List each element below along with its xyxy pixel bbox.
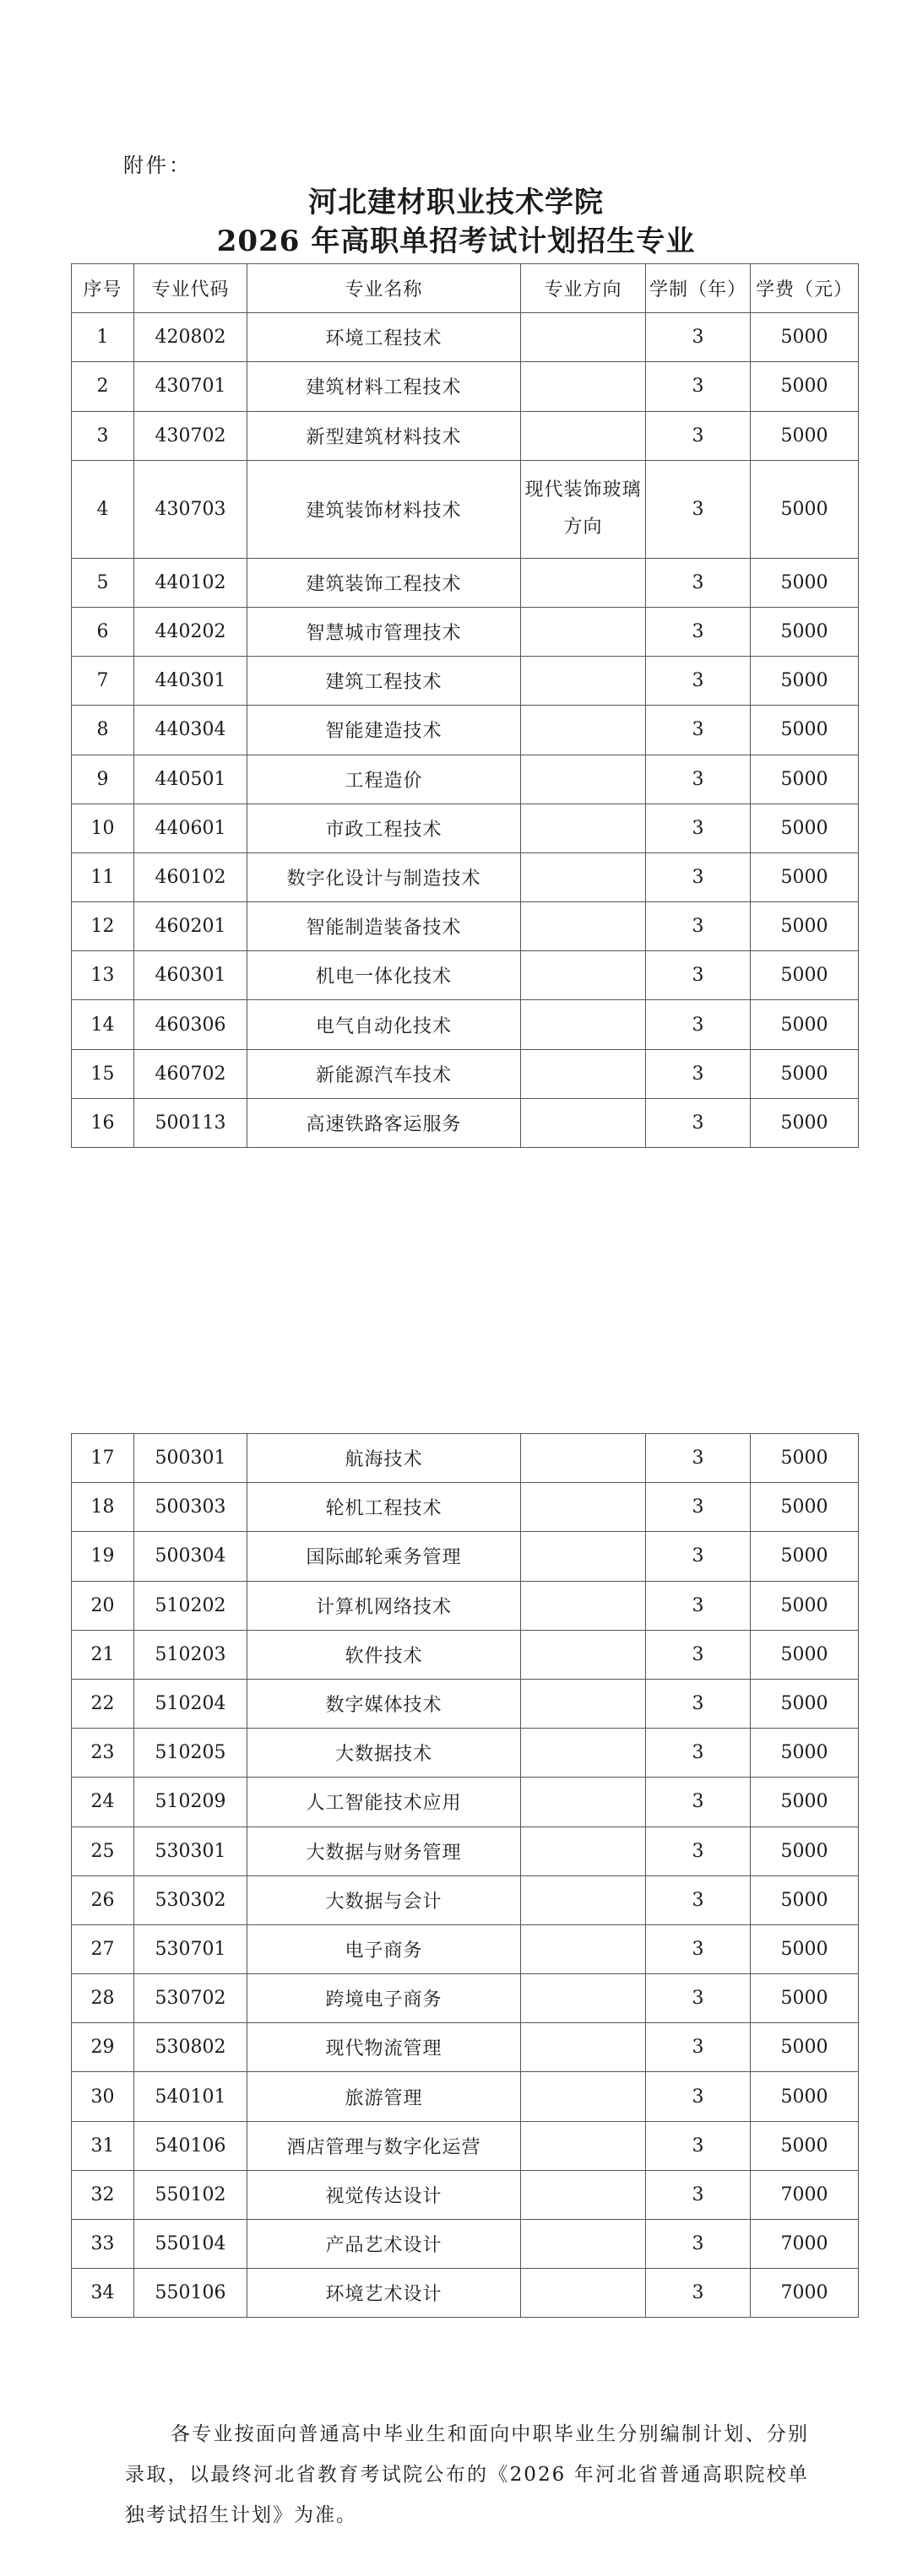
table-row [72, 1000, 859, 1049]
table-row [72, 1098, 859, 1147]
tuition-fee: 5000 [751, 1826, 859, 1875]
table-row [72, 558, 859, 607]
major-name: 现代物流管理 [247, 2023, 521, 2072]
table-row [72, 951, 859, 1000]
tuition-fee: 5000 [751, 1532, 859, 1581]
tuition-fee: 7000 [751, 2269, 859, 2318]
major-name: 航海技术 [247, 1434, 521, 1483]
study-years: 3 [646, 706, 751, 755]
tuition-fee: 7000 [751, 2170, 859, 2219]
table-row [72, 852, 859, 901]
major-code: 500301 [134, 1434, 247, 1483]
table-row [72, 2023, 859, 2072]
major-code: 460201 [134, 902, 247, 951]
tuition-fee: 5000 [751, 1483, 859, 1532]
table-row [72, 804, 859, 852]
row-number: 2 [72, 362, 134, 411]
tuition-fee: 5000 [751, 951, 859, 1000]
header-code: 专业代码 [134, 264, 247, 313]
table-row [72, 706, 859, 755]
tuition-fee: 5000 [751, 2023, 859, 2072]
row-number: 27 [72, 1924, 134, 1973]
tuition-fee: 5000 [751, 1581, 859, 1630]
major-name: 建筑装饰工程技术 [247, 558, 521, 607]
study-years: 3 [646, 558, 751, 607]
header-fee: 学费（元） [751, 264, 859, 313]
table-row [72, 1729, 859, 1778]
major-name: 国际邮轮乘务管理 [247, 1532, 521, 1581]
major-direction [521, 1049, 646, 1098]
study-years: 3 [646, 1000, 751, 1049]
major-name: 数字媒体技术 [247, 1679, 521, 1728]
study-years: 3 [646, 1532, 751, 1581]
major-code: 550106 [134, 2269, 247, 2318]
major-code: 550104 [134, 2220, 247, 2269]
major-code: 460301 [134, 951, 247, 1000]
tuition-fee: 5000 [751, 2121, 859, 2170]
row-number: 12 [72, 902, 134, 951]
major-name: 轮机工程技术 [247, 1483, 521, 1532]
table-row [72, 1049, 859, 1098]
row-number: 5 [72, 558, 134, 607]
table-row [72, 1826, 859, 1875]
study-years: 3 [646, 460, 751, 558]
major-direction [521, 2072, 646, 2121]
major-code: 430703 [134, 460, 247, 558]
major-name: 工程造价 [247, 755, 521, 804]
row-number: 25 [72, 1826, 134, 1875]
major-code: 510204 [134, 1679, 247, 1728]
study-years: 3 [646, 2170, 751, 2219]
major-direction [521, 2170, 646, 2219]
document-title-line1: 河北建材职业技术学院 [308, 186, 604, 219]
table-row [72, 1679, 859, 1728]
study-years: 3 [646, 852, 751, 901]
table-row [72, 2269, 859, 2318]
major-direction [521, 1581, 646, 1630]
major-name: 建筑工程技术 [247, 657, 521, 706]
major-name: 产品艺术设计 [247, 2220, 521, 2269]
study-years: 3 [646, 2023, 751, 2072]
table-row [72, 362, 859, 411]
row-number: 30 [72, 2072, 134, 2121]
major-code: 510205 [134, 1729, 247, 1778]
study-years: 3 [646, 2269, 751, 2318]
major-direction [521, 1778, 646, 1826]
row-number: 15 [72, 1049, 134, 1098]
table-row [72, 1532, 859, 1581]
table-row [72, 902, 859, 951]
row-number: 24 [72, 1778, 134, 1826]
major-name: 大数据技术 [247, 1729, 521, 1778]
table-row [72, 1778, 859, 1826]
major-name: 视觉传达设计 [247, 2170, 521, 2219]
tuition-fee: 5000 [751, 1679, 859, 1728]
study-years: 3 [646, 804, 751, 852]
major-code: 510202 [134, 1581, 247, 1630]
major-name: 新型建筑材料技术 [247, 411, 521, 460]
study-years: 3 [646, 2072, 751, 2121]
table-row [72, 2072, 859, 2121]
major-code: 540106 [134, 2121, 247, 2170]
row-number: 3 [72, 411, 134, 460]
major-direction [521, 706, 646, 755]
major-name: 智慧城市管理技术 [247, 607, 521, 656]
major-direction [521, 1098, 646, 1147]
study-years: 3 [646, 607, 751, 656]
study-years: 3 [646, 411, 751, 460]
study-years: 3 [646, 1924, 751, 1973]
row-number: 13 [72, 951, 134, 1000]
tuition-fee: 5000 [751, 1924, 859, 1973]
major-code: 530302 [134, 1875, 247, 1924]
major-code: 440301 [134, 657, 247, 706]
major-name: 建筑材料工程技术 [247, 362, 521, 411]
study-years: 3 [646, 2121, 751, 2170]
study-years: 3 [646, 2220, 751, 2269]
tuition-fee: 5000 [751, 1098, 859, 1147]
major-direction [521, 1729, 646, 1778]
table-row [72, 2170, 859, 2219]
major-direction [521, 657, 646, 706]
major-code: 430701 [134, 362, 247, 411]
major-direction [521, 1532, 646, 1581]
tuition-fee: 5000 [751, 852, 859, 901]
attachment-label: 附件： [123, 154, 192, 177]
row-number: 1 [72, 313, 134, 362]
tuition-fee: 5000 [751, 755, 859, 804]
major-code: 460702 [134, 1049, 247, 1098]
major-name: 新能源汽车技术 [247, 1049, 521, 1098]
major-direction [521, 951, 646, 1000]
major-code: 500304 [134, 1532, 247, 1581]
major-code: 430702 [134, 411, 247, 460]
table-row [72, 1875, 859, 1924]
tuition-fee: 5000 [751, 2072, 859, 2121]
study-years: 3 [646, 1729, 751, 1778]
major-code: 500113 [134, 1098, 247, 1147]
header-years: 学制（年） [646, 264, 751, 313]
major-direction [521, 313, 646, 362]
major-name: 环境工程技术 [247, 313, 521, 362]
tuition-fee: 5000 [751, 657, 859, 706]
tuition-fee: 5000 [751, 1434, 859, 1483]
table-row [72, 460, 859, 558]
tuition-fee: 5000 [751, 902, 859, 951]
major-direction [521, 2269, 646, 2318]
table-row [72, 2121, 859, 2170]
tuition-fee: 5000 [751, 1000, 859, 1049]
study-years: 3 [646, 1630, 751, 1679]
major-direction [521, 1924, 646, 1973]
major-name: 高速铁路客运服务 [247, 1098, 521, 1147]
study-years: 3 [646, 755, 751, 804]
study-years: 3 [646, 902, 751, 951]
study-years: 3 [646, 1098, 751, 1147]
major-name: 酒店管理与数字化运营 [247, 2121, 521, 2170]
major-code: 500303 [134, 1483, 247, 1532]
table-row [72, 1924, 859, 1973]
study-years: 3 [646, 1483, 751, 1532]
major-direction [521, 2023, 646, 2072]
row-number: 26 [72, 1875, 134, 1924]
majors-table-page2 [71, 1433, 859, 2318]
row-number: 9 [72, 755, 134, 804]
major-direction [521, 411, 646, 460]
major-name: 市政工程技术 [247, 804, 521, 852]
table-row [72, 411, 859, 460]
study-years: 3 [646, 313, 751, 362]
major-code: 460102 [134, 852, 247, 901]
majors-table-page1 [71, 263, 859, 1148]
table-header-row [72, 264, 859, 313]
study-years: 3 [646, 1778, 751, 1826]
major-name: 智能建造技术 [247, 706, 521, 755]
major-code: 540101 [134, 2072, 247, 2121]
major-code: 440202 [134, 607, 247, 656]
document-title-line2: 2026 年高职单招考试计划招生专业 [216, 225, 696, 258]
tuition-fee: 5000 [751, 362, 859, 411]
table-row [72, 1434, 859, 1483]
row-number: 23 [72, 1729, 134, 1778]
major-name: 电子商务 [247, 1924, 521, 1973]
major-direction [521, 1483, 646, 1532]
row-number: 29 [72, 2023, 134, 2072]
row-number: 10 [72, 804, 134, 852]
tuition-fee: 5000 [751, 706, 859, 755]
major-code: 530802 [134, 2023, 247, 2072]
study-years: 3 [646, 1049, 751, 1098]
major-code: 440304 [134, 706, 247, 755]
major-direction [521, 755, 646, 804]
major-code: 510203 [134, 1630, 247, 1679]
row-number: 22 [72, 1679, 134, 1728]
major-code: 550102 [134, 2170, 247, 2219]
major-name: 跨境电子商务 [247, 1974, 521, 2023]
table-row [72, 313, 859, 362]
row-number: 18 [72, 1483, 134, 1532]
major-code: 530702 [134, 1974, 247, 2023]
tuition-fee: 5000 [751, 1875, 859, 1924]
major-code: 510209 [134, 1778, 247, 1826]
major-code: 420802 [134, 313, 247, 362]
major-name: 环境艺术设计 [247, 2269, 521, 2318]
major-direction [521, 1875, 646, 1924]
row-number: 21 [72, 1630, 134, 1679]
major-direction [521, 2121, 646, 2170]
row-number: 14 [72, 1000, 134, 1049]
major-code: 440102 [134, 558, 247, 607]
row-number: 19 [72, 1532, 134, 1581]
row-number: 31 [72, 2121, 134, 2170]
major-direction [521, 1630, 646, 1679]
row-number: 28 [72, 1974, 134, 2023]
tuition-fee: 5000 [751, 313, 859, 362]
tuition-fee: 5000 [751, 411, 859, 460]
major-direction [521, 1000, 646, 1049]
row-number: 4 [72, 460, 134, 558]
tuition-fee: 5000 [751, 804, 859, 852]
major-name: 软件技术 [247, 1630, 521, 1679]
tuition-fee: 5000 [751, 1778, 859, 1826]
major-name: 旅游管理 [247, 2072, 521, 2121]
header-no: 序号 [72, 264, 134, 313]
table-row [72, 1483, 859, 1532]
major-code: 530301 [134, 1826, 247, 1875]
study-years: 3 [646, 1434, 751, 1483]
tuition-fee: 5000 [751, 1049, 859, 1098]
major-direction [521, 1679, 646, 1728]
table-row [72, 657, 859, 706]
row-number: 8 [72, 706, 134, 755]
header-name: 专业名称 [247, 264, 521, 313]
major-code: 440601 [134, 804, 247, 852]
study-years: 3 [646, 657, 751, 706]
major-code: 530701 [134, 1924, 247, 1973]
major-name: 智能制造装备技术 [247, 902, 521, 951]
major-name: 大数据与财务管理 [247, 1826, 521, 1875]
row-number: 20 [72, 1581, 134, 1630]
table-row [72, 1581, 859, 1630]
major-direction [521, 902, 646, 951]
row-number: 11 [72, 852, 134, 901]
major-direction [521, 1434, 646, 1483]
major-name: 建筑装饰材料技术 [247, 460, 521, 558]
major-name: 数字化设计与制造技术 [247, 852, 521, 901]
study-years: 3 [646, 1875, 751, 1924]
major-direction [521, 558, 646, 607]
study-years: 3 [646, 362, 751, 411]
major-code: 460306 [134, 1000, 247, 1049]
admission-note: 各专业按面向普通高中毕业生和面向中职毕业生分别编制计划、分别录取，以最终河北省教育考试院公布的《2026 年河北省普通高职院校单独考试招生计划》为准。 [125, 2423, 809, 2526]
tuition-fee: 5000 [751, 607, 859, 656]
major-direction [521, 1974, 646, 2023]
study-years: 3 [646, 1581, 751, 1630]
major-name: 电气自动化技术 [247, 1000, 521, 1049]
major-direction [521, 1826, 646, 1875]
study-years: 3 [646, 1826, 751, 1875]
major-direction: 现代装饰玻璃方向 [521, 460, 646, 558]
tuition-fee: 5000 [751, 1974, 859, 2023]
study-years: 3 [646, 1974, 751, 2023]
major-direction [521, 607, 646, 656]
row-number: 17 [72, 1434, 134, 1483]
tuition-fee: 7000 [751, 2220, 859, 2269]
major-direction [521, 362, 646, 411]
major-direction [521, 852, 646, 901]
study-years: 3 [646, 1679, 751, 1728]
major-direction [521, 2220, 646, 2269]
table-row [72, 755, 859, 804]
major-name: 人工智能技术应用 [247, 1778, 521, 1826]
row-number: 32 [72, 2170, 134, 2219]
major-code: 440501 [134, 755, 247, 804]
tuition-fee: 5000 [751, 1630, 859, 1679]
row-number: 34 [72, 2269, 134, 2318]
tuition-fee: 5000 [751, 460, 859, 558]
header-direction: 专业方向 [521, 264, 646, 313]
major-direction [521, 804, 646, 852]
table-row [72, 1630, 859, 1679]
study-years: 3 [646, 951, 751, 1000]
major-name: 大数据与会计 [247, 1875, 521, 1924]
table-row [72, 2220, 859, 2269]
tuition-fee: 5000 [751, 558, 859, 607]
row-number: 33 [72, 2220, 134, 2269]
major-name: 机电一体化技术 [247, 951, 521, 1000]
major-name: 计算机网络技术 [247, 1581, 521, 1630]
row-number: 16 [72, 1098, 134, 1147]
table-row [72, 1974, 859, 2023]
tuition-fee: 5000 [751, 1729, 859, 1778]
row-number: 7 [72, 657, 134, 706]
table-row [72, 607, 859, 656]
row-number: 6 [72, 607, 134, 656]
